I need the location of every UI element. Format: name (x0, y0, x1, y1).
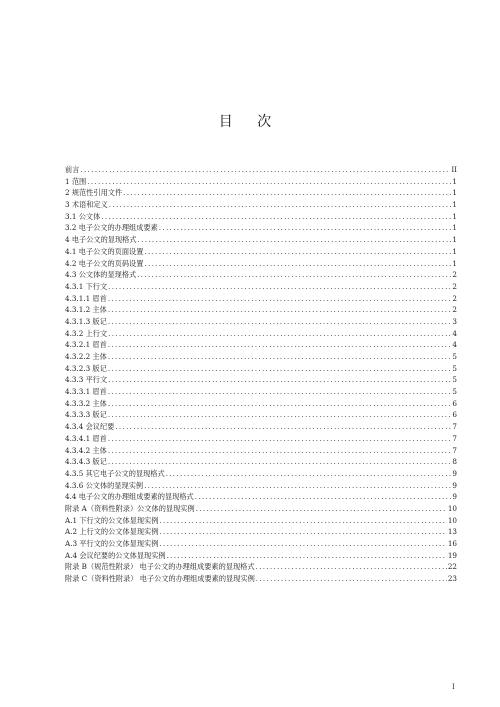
toc-entry[interactable] (65, 269, 457, 281)
toc-dot-leader (256, 561, 447, 573)
toc-entry-label: 4.3.1.3 版记 (65, 316, 107, 326)
toc-dot-leader (108, 445, 452, 457)
toc-entry[interactable] (65, 480, 457, 492)
toc-dot-leader (159, 515, 446, 527)
toc-entry-page-number: 3 (452, 316, 457, 326)
toc-entry[interactable] (65, 515, 457, 527)
toc-entry-label: 4.3.1.2 主体 (65, 305, 107, 315)
toc-entry[interactable] (65, 246, 457, 258)
toc-entry[interactable] (65, 561, 457, 573)
toc-dot-leader (256, 573, 447, 585)
toc-dot-leader (108, 374, 451, 386)
toc-entry[interactable] (65, 339, 457, 351)
toc-dot-leader (167, 550, 447, 562)
toc-entry-label: 3.1 公文体 (65, 211, 101, 221)
toc-entry-page-number: 6 (452, 398, 457, 408)
toc-entry[interactable] (65, 491, 457, 503)
toc-dot-leader (101, 211, 451, 223)
toc-entry-page-number: 1 (452, 176, 457, 186)
toc-entry-page-number: 4 (452, 328, 457, 338)
toc-dot-leader (115, 421, 451, 433)
toc-entry[interactable] (65, 433, 457, 445)
toc-entry-label: A.4 会议纪要的公文体显现实例 (65, 550, 166, 560)
toc-entry-label: 2 规范性引用文件 (65, 188, 123, 198)
toc-title: 目 次 (218, 114, 282, 130)
toc-entry-label: 附录 B（规范性附录） 电子公文的办理组成要素的显现格式 (65, 562, 255, 572)
toc-entry-label: 前言 (65, 165, 80, 174)
toc-entry-page-number: 19 (447, 550, 457, 560)
toc-entry-page-number: 1 (452, 200, 457, 210)
toc-entry[interactable] (65, 187, 457, 199)
toc-entry[interactable] (65, 421, 457, 433)
toc-entry-page-number: 2 (452, 270, 457, 280)
toc-entry-page-number: 5 (452, 387, 457, 397)
toc-entry[interactable] (65, 398, 457, 410)
toc-entry-page-number: 1 (452, 235, 457, 245)
toc-entry[interactable] (65, 211, 457, 223)
toc-entry-page-number: 4 (452, 340, 457, 350)
toc-entry[interactable] (65, 526, 457, 538)
toc-entry[interactable] (65, 363, 457, 375)
toc-entry-page-number: 9 (452, 492, 457, 502)
toc-entry[interactable] (65, 222, 457, 234)
toc-dot-leader (108, 339, 452, 351)
toc-entry-page-number: 5 (452, 363, 457, 373)
toc-entry[interactable] (65, 468, 457, 480)
toc-entry-page-number: 22 (447, 562, 457, 572)
toc-dot-leader (159, 222, 452, 234)
toc-entry-page-number: 23 (447, 574, 457, 584)
toc-entry[interactable] (65, 293, 457, 305)
toc-entry-page-number: 8 (452, 457, 457, 467)
toc-entry[interactable] (65, 164, 457, 176)
toc-dot-leader (196, 503, 447, 515)
toc-dot-leader (108, 433, 452, 445)
toc-entry-label: 4.3.5 其它电子公文的显现格式 (65, 468, 165, 478)
toc-entry[interactable] (65, 234, 457, 246)
toc-entry[interactable] (65, 550, 457, 562)
toc-entry-label: 4.3.3.1 眉首 (65, 387, 107, 397)
toc-entry[interactable] (65, 538, 457, 550)
toc-entry[interactable] (65, 386, 457, 398)
toc-entry-page-number: 9 (452, 480, 457, 490)
table-of-contents (65, 164, 457, 585)
toc-entry-page-number: 5 (452, 375, 457, 385)
toc-entry[interactable] (65, 328, 457, 340)
toc-dot-leader (108, 281, 451, 293)
toc-dot-leader (108, 316, 452, 328)
toc-entry[interactable] (65, 374, 457, 386)
toc-entry-label: A.2 上行文的公文体显现实例 (65, 527, 159, 537)
toc-entry[interactable] (65, 445, 457, 457)
toc-dot-leader (159, 538, 446, 550)
toc-entry-label: A.1 下行文的公文体显现实例 (65, 515, 159, 525)
toc-entry-label: 4 电子公文的显现格式 (65, 235, 137, 245)
toc-entry-page-number: 1 (452, 211, 457, 221)
toc-entry[interactable] (65, 258, 457, 270)
toc-entry-label: 4.4 电子公文的办理组成要素的显现格式 (65, 492, 194, 502)
toc-entry-label: A.3 平行文的公文体显现实例 (65, 539, 159, 548)
toc-dot-leader (166, 468, 452, 480)
toc-entry-label: 附录 A（资料性附录）公文体的显现实例 (65, 503, 195, 513)
toc-entry-label: 4.3.2.1 眉首 (65, 340, 107, 350)
toc-dot-leader (87, 176, 451, 188)
toc-entry-label: 4.3.4 会议纪要 (65, 422, 115, 432)
toc-entry-label: 4.2 电子公文的页码设置 (65, 258, 144, 268)
toc-dot-leader (144, 258, 451, 270)
toc-entry-page-number: 2 (452, 293, 457, 303)
toc-entry-label: 1 范围 (65, 176, 87, 186)
toc-entry[interactable] (65, 409, 457, 421)
toc-dot-leader (123, 187, 451, 199)
toc-entry[interactable] (65, 199, 457, 211)
toc-entry-page-number: 10 (447, 503, 457, 513)
toc-entry-page-number: 13 (447, 527, 457, 537)
toc-entry-label: 附录 C（资料性附录） 电子公文的办理组成要素的显现实例 (65, 574, 255, 584)
toc-entry-page-number: 2 (452, 281, 457, 291)
toc-dot-leader (80, 164, 450, 176)
toc-dot-leader (109, 199, 452, 211)
toc-entry-label: 4.3.4.1 眉首 (65, 433, 107, 443)
toc-entry[interactable] (65, 456, 457, 468)
toc-entry-label: 4.3.3.3 版记 (65, 410, 107, 420)
toc-entry-label: 4.3.2 上行文 (65, 328, 108, 338)
toc-entry-label: 4.3.3 平行文 (65, 375, 108, 385)
toc-entry[interactable] (65, 176, 457, 188)
toc-dot-leader (108, 363, 452, 375)
toc-entry-page-number: II (451, 165, 457, 174)
toc-entry-label: 4.3.4.3 版记 (65, 457, 107, 467)
toc-dot-leader (144, 480, 451, 492)
toc-entry-label: 3.2 电子公文的办理组成要素 (65, 223, 158, 233)
toc-dot-leader (108, 328, 451, 340)
toc-entry-page-number: 7 (452, 445, 457, 455)
toc-entry-label: 4.3.1 下行文 (65, 281, 108, 291)
toc-entry-page-number: 10 (447, 515, 457, 525)
toc-entry-label: 4.3.2.3 版记 (65, 363, 107, 373)
toc-dot-leader (144, 246, 451, 258)
page-number: I (452, 683, 455, 691)
toc-dot-leader (108, 293, 452, 305)
toc-entry-page-number: 7 (452, 422, 457, 432)
toc-entry-page-number: 1 (452, 188, 457, 198)
toc-entry-page-number: 2 (452, 305, 457, 315)
toc-dot-leader (195, 491, 452, 503)
toc-entry-page-number: 5 (452, 352, 457, 361)
toc-dot-leader (138, 234, 452, 246)
toc-dot-leader (108, 409, 452, 421)
toc-entry-page-number: 6 (452, 410, 457, 420)
toc-entry-page-number: 7 (452, 433, 457, 443)
toc-entry-label: 4.3.3.2 主体 (65, 398, 107, 408)
toc-entry[interactable] (65, 573, 457, 585)
toc-entry-page-number: 1 (452, 223, 457, 233)
toc-entry-page-number: 9 (452, 468, 457, 478)
toc-dot-leader (108, 386, 452, 398)
toc-entry-page-number: 1 (452, 258, 457, 268)
toc-entry-label: 4.3.1.1 眉首 (65, 293, 107, 303)
toc-dot-leader (159, 526, 446, 538)
toc-dot-leader (108, 398, 452, 410)
toc-entry-label: 4.3.6 公文体的显现实例 (65, 480, 144, 490)
toc-dot-leader (108, 304, 452, 316)
toc-entry-label: 4.3 公文体的显现格式 (65, 270, 137, 280)
toc-dot-leader (108, 456, 452, 468)
toc-entry[interactable] (65, 304, 457, 316)
toc-dot-leader (137, 269, 451, 281)
toc-entry[interactable] (65, 281, 457, 293)
toc-entry-label: 4.1 电子公文的页面设置 (65, 246, 144, 256)
toc-entry[interactable] (65, 503, 457, 515)
toc-entry-label: 3 术语和定义 (65, 200, 108, 210)
toc-entry[interactable] (65, 316, 457, 328)
toc-entry-page-number: 16 (447, 539, 457, 548)
toc-entry-label: 4.3.4.2 主体 (65, 445, 107, 455)
toc-dot-leader (108, 351, 452, 363)
toc-entry[interactable] (65, 351, 457, 363)
toc-entry-page-number: 1 (452, 246, 457, 256)
toc-entry-label: 4.3.2.2 主体 (65, 352, 107, 361)
